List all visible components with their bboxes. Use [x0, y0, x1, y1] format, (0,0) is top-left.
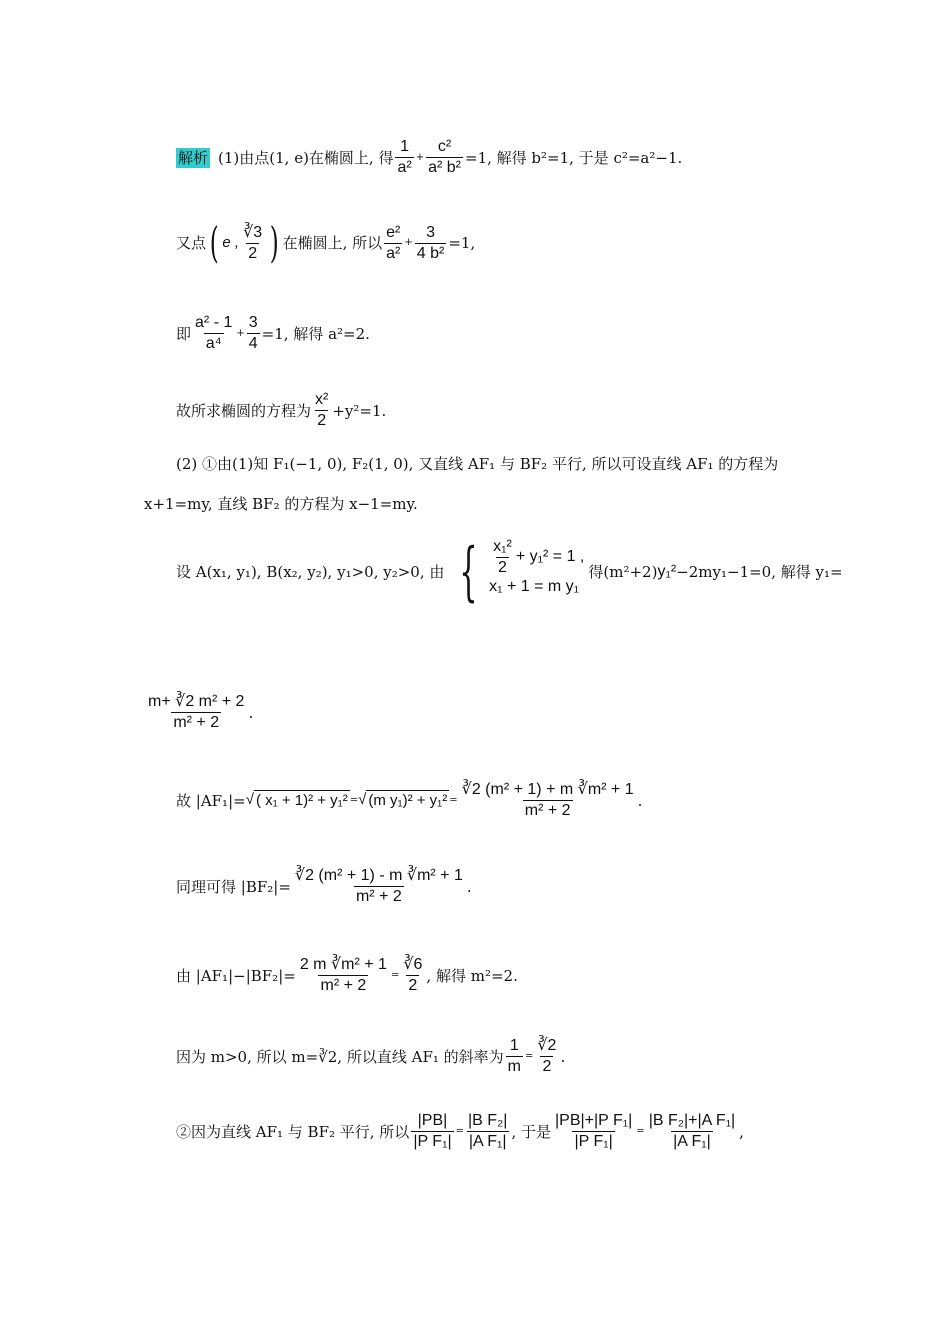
line-6-text: x+1=my, 直线 BF₂ 的方程为 x−1=my.	[144, 495, 418, 513]
denominator: |A F₁|	[468, 1133, 507, 1150]
line-4-text-a: 故所求椭圆的方程为	[176, 401, 312, 420]
line-9-text-a: 故 |AF₁|=	[176, 791, 246, 810]
line-7-text-c: −2my₁−1=0, 解得 y₁=	[676, 563, 843, 581]
denominator: |P F₁|	[413, 1133, 452, 1150]
line-7-text-a: 设 A(x₁, y₁), B(x₂, y₂), y₁>0, y₂>0, 由	[176, 563, 445, 581]
line-5-text: (2) ①由(1)知 F₁(−1, 0), F₂(1, 0), 又直线 AF₁ 与 BF₂ 平行, 所以可设直线 AF₁ 的方程为	[176, 455, 779, 473]
fraction	[146, 692, 246, 733]
fraction	[395, 137, 413, 178]
radical-sign: √	[358, 791, 367, 808]
line-10	[176, 866, 472, 907]
fraction	[466, 1111, 509, 1152]
line-3-text-b: =1, 解得 a²=2.	[261, 324, 370, 343]
radical	[246, 790, 350, 811]
denominator: m² + 2	[355, 888, 402, 905]
right-paren: )	[269, 218, 279, 267]
fraction	[241, 223, 264, 264]
numerator: ∛2 (m² + 1) + m ∛m² + 1	[461, 781, 634, 798]
equals-sign: =	[390, 969, 400, 981]
line-12-tail: .	[560, 1047, 566, 1066]
numerator: |PB|+|P F₁|	[554, 1112, 633, 1129]
numerator: ∛3	[243, 223, 263, 241]
denominator: 2	[317, 412, 327, 429]
fraction	[298, 955, 389, 996]
line-2-text-a: 又点	[176, 234, 207, 252]
fraction	[247, 313, 260, 354]
line-9-tail: .	[637, 791, 643, 810]
line-13	[176, 1111, 744, 1152]
numerator: ∛6	[403, 956, 423, 973]
line-12-text-a: 因为 m>0, 所以 m=∛2, 所以直线 AF₁ 的斜率为	[176, 1047, 504, 1066]
fraction	[426, 137, 463, 178]
numerator: x₁²	[493, 537, 512, 555]
fraction	[411, 1111, 453, 1152]
denominator: 2	[498, 558, 507, 576]
radical	[358, 790, 449, 811]
line-13-tail: ,	[739, 1122, 744, 1141]
numerator: ∛2 (m² + 1) - m ∛m² + 1	[294, 867, 463, 884]
line-11	[176, 955, 518, 996]
equals-sign: =	[449, 794, 458, 806]
line-9	[176, 780, 642, 821]
denominator: 2	[542, 1058, 552, 1075]
fraction	[293, 866, 465, 907]
denominator: m² + 2	[173, 714, 220, 731]
system-row-1-rest: + y₁² = 1 ,	[515, 548, 585, 565]
radicand: ( x₁ + 1)² + y₁²	[255, 792, 348, 809]
numerator: a² - 1	[195, 314, 233, 331]
numerator: 1	[400, 138, 410, 155]
numerator: c²	[437, 138, 452, 155]
denominator: a²	[397, 159, 412, 176]
line-12	[176, 1036, 565, 1077]
denominator: m	[507, 1058, 521, 1075]
denominator: 2	[248, 244, 258, 262]
line-1-text-a: (1)由点(1, e)在椭圆上, 得	[218, 148, 394, 167]
line-13-text-a: ②因为直线 AF₁ 与 BF₂ 平行, 所以	[176, 1122, 410, 1141]
numerator: x²	[315, 391, 329, 408]
numerator: e²	[386, 223, 401, 241]
equation-system	[448, 535, 585, 609]
line-7-text-b: 得(m²+2)	[588, 563, 658, 581]
numerator: ∛2	[537, 1037, 557, 1054]
left-paren: (	[209, 218, 219, 267]
numerator: 1	[509, 1037, 519, 1054]
numerator: |B F₂|	[468, 1112, 508, 1129]
denominator: 4 b²	[416, 244, 445, 262]
line-2	[176, 218, 476, 267]
numerator: m+ ∛2 m² + 2	[148, 693, 245, 710]
line-2-text-c: =1,	[448, 234, 476, 252]
numerator: |B F₂|+|A F₁|	[648, 1112, 736, 1129]
system-row-1	[489, 537, 585, 576]
line-5	[176, 454, 778, 474]
denominator: a²	[386, 244, 401, 262]
line-10-text-a: 同理可得 |BF₂|=	[176, 877, 291, 896]
denominator: m² + 2	[524, 802, 571, 819]
y1-squared: y₁²	[657, 563, 677, 580]
point-e: e ,	[222, 234, 240, 251]
fraction	[506, 1036, 523, 1077]
equals-sign: =	[349, 794, 359, 806]
plus-sign: +	[404, 237, 413, 248]
fraction	[535, 1036, 558, 1077]
denominator: 2	[408, 977, 418, 994]
equals-sign: =	[636, 1125, 645, 1137]
numerator: 3	[426, 223, 435, 241]
line-6	[144, 494, 418, 514]
fraction	[313, 390, 330, 431]
line-8	[144, 692, 253, 733]
line-3-text-a: 即	[176, 324, 192, 343]
radicand: (m y₁)² + y₁²	[368, 792, 448, 809]
line-1-text-b: =1, 解得 b²=1, 于是 c²=a²−1.	[465, 148, 683, 167]
line-1	[176, 137, 682, 178]
fraction	[553, 1111, 634, 1152]
left-brace: {	[459, 535, 478, 609]
line-4	[176, 390, 386, 431]
denominator: |A F₁|	[673, 1133, 711, 1150]
numerator: |PB|	[417, 1112, 448, 1129]
numerator: 3	[248, 314, 258, 331]
denominator: 4	[248, 335, 258, 352]
fraction	[384, 223, 402, 264]
plus-sign: +	[236, 327, 245, 339]
solution-label: 解析	[178, 148, 209, 167]
equals-sign: =	[455, 1125, 465, 1137]
fraction	[401, 955, 424, 996]
denominator: |P F₁|	[574, 1133, 613, 1150]
line-11-text-a: 由 |AF₁|−|BF₂|=	[176, 966, 296, 985]
system-rows	[489, 537, 585, 602]
denominator: a⁴	[205, 335, 222, 352]
numerator: 2 m ∛m² + 1	[299, 956, 387, 973]
line-10-tail: .	[466, 877, 472, 896]
line-11-text-b: , 解得 m²=2.	[426, 966, 518, 985]
line-4-text-b: +y²=1.	[332, 401, 387, 420]
fraction	[193, 313, 234, 354]
line-7	[176, 535, 843, 609]
line-3	[176, 313, 370, 354]
radical-sign: √	[245, 791, 254, 808]
plus-sign: +	[415, 151, 425, 163]
line-2-text-b: 在椭圆上, 所以	[282, 234, 383, 252]
fraction	[460, 780, 636, 821]
line-13-text-b: , 于是	[511, 1122, 551, 1141]
fraction	[647, 1111, 737, 1152]
denominator: m² + 2	[320, 977, 367, 994]
line-8-tail: .	[248, 703, 254, 722]
denominator: a² b²	[428, 159, 461, 176]
fraction	[415, 223, 447, 264]
equals-sign: =	[524, 1050, 534, 1062]
system-row-2: x₁ + 1 = m y₁	[489, 578, 580, 595]
